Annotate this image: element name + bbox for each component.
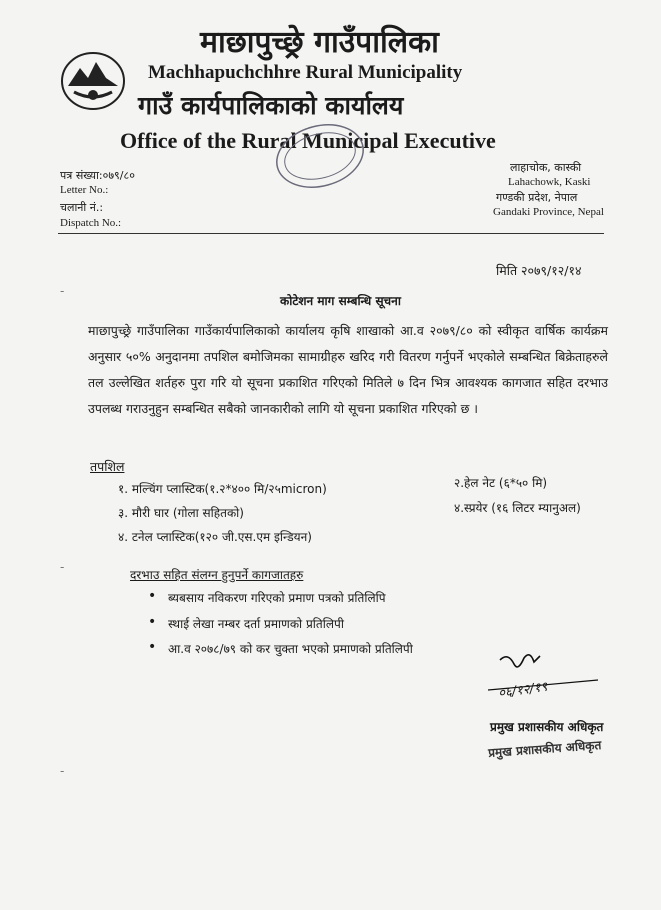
margin-mark: - [60,284,65,298]
margin-mark: - [60,560,65,574]
details-item: २.हेल नेट (६*५० मि) [454,476,548,490]
notice-body: माछापुच्छ्रे गाउँपालिका गाउँकार्यपालिकाको कार्यालय कृषि शाखाको आ.व २०७९/८० को स्वीकृत वार्षिक कार्यक्रम अनुसार ५०% अनुदानमा तपशिल बमोजिमका सामाग्रीहरु खरिद गरी वितरण गर्नुपर्ने भएकोले सम्बन्धित बिक्रेताहरुले तल उल्लेखित शर्तहरु पुरा गरि यो सूचना प्रकाशित गरिएको मितिले ७ दिन भित्र आवश्यक कागजात सहित दरभाउ उपलब्ध गराउनुहुन सम्बन्धित सबैको जानकारीको लागि यो सूचना प्रकाशित गरिएको छ । [88,323,608,416]
document-item: स्थाई लेखा नम्बर दर्ता प्रमाणको प्रतिलिपी [168,617,344,631]
municipality-logo-icon [60,48,126,114]
letter-no-np: पत्र संख्या:०७९/८० [60,169,135,182]
bullet-icon: • [148,588,157,604]
bullet-icon: • [148,639,157,655]
bullet-icon: • [148,614,157,630]
details-heading: तपशिल [90,459,125,474]
letter-no-en: Letter No.: [60,184,109,196]
notice-date: मिति २०७९/१२/१४ [496,263,582,278]
margin-mark: - [60,764,65,778]
document-item: ब्यबसाय नविकरण गरिएको प्रमाण पत्रको प्रतिलिपि [168,591,386,605]
province-en: Gandaki Province, Nepal [493,206,604,218]
address-en: Lahachowk, Kaski [508,176,591,188]
details-item: १. मल्चिंग प्लास्टिक(१.२*४०० मि/२५micron) [118,482,327,496]
office-stamp [272,122,368,190]
signatory-title: प्रमुख प्रशासकीय अधिकृत [490,720,604,734]
signature-mark [478,650,608,750]
details-item: ४.स्प्रयेर (१६ लिटर म्यानुअल) [454,501,581,515]
details-item: ४. टनेल प्लास्टिक(१२० जी.एस.एम इन्डियन) [118,530,312,544]
address-np: लाहाचोक, कास्की [510,161,582,174]
office-title-np: गाउँ कार्यपालिकाको कार्यालय [138,91,404,120]
dispatch-no-np: चलानी नं.: [60,201,104,214]
signatory-stamp: प्रमुख प्रशासकीय अधिकृत [487,738,602,760]
org-title-en: Machhapuchchhre Rural Municipality [148,62,463,83]
dispatch-no-en: Dispatch No.: [60,217,122,229]
province-np: गण्डकी प्रदेश, नेपाल [496,191,578,204]
details-item: ३. मौरी घार (गोला सहितको) [118,506,244,520]
notice-subject: कोटेशन माग सम्बन्धि सूचना [280,294,401,308]
documents-heading: दरभाउ सहित संलग्न हुनुपर्ने कागजातहरु [130,568,304,582]
header-rule [58,233,604,234]
org-title-np: माछापुच्छ्रे गाउँपालिका [200,25,439,60]
signature-date: ०६/१२/१९ [497,679,549,702]
office-title-en: Office of the Rural Municipal Executive [120,128,496,153]
document-item: आ.व २०७८/७९ को कर चुक्ता भएको प्रमाणको प्रतिलिपी [168,642,413,656]
